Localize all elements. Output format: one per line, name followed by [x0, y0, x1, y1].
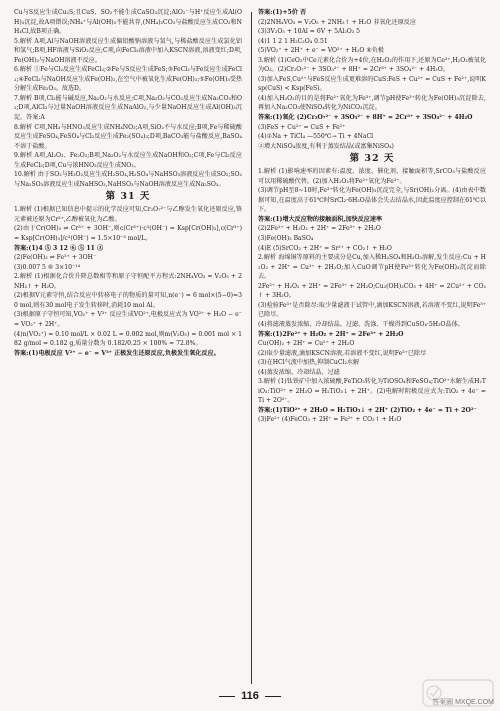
right-paragraph: (4)加入H₂O₂的目的是将Fe²⁺氧化为Fe³⁺,调节pH使Fe³⁺转化为Fe(OH)₃沉淀除去,再加入Na₂CO₃使NiSO₄转化为NiCO₃沉淀。: [258, 94, 486, 112]
day32-answer: 答案:(1)2Fe²⁺ + H₂O₂ + 2H⁺ = 2Fe³⁺ + 2H₂O: [258, 330, 404, 338]
day32-paragraph: (3)在HCl气流中加热,抑制CuCl₂水解: [258, 359, 360, 367]
left-paragraph: 5.解析 A项,Al与NaOH溶液反应生成偏铝酸钠溶液与氢气,与稀盐酸反应生成氯化铝和氢气;B项,HF溶液与SiO₂反应;C项,向FeCl₃溶液中加入KSCN溶液,溶液变红;D项,Fe(OH)₂与NaOH溶液不反应。: [14, 37, 242, 64]
left-paragraph: 7.解析 B项,Cl₂能与碱反应,Na₂O₂与水反应;C项,Na₂O₂与CO₂反应生成Na₂CO₃和O₂;D项,AlCl₃与过量NaOH溶液反应生成NaAlO₂,与少量NaOH反应生成Al(OH)₃沉淀。答案:A: [14, 94, 242, 122]
right-paragraph: (4)①Na + TiCl₄ —550℃→ Ti + 4NaCl: [258, 133, 374, 141]
right-paragraph: (2)2NH₄VO₃ = V₂O₅ + 2NH₃↑ + H₂O 非氧化还原反应: [258, 18, 416, 26]
day31-paragraph: 1.解析 (1)根据已知信息中提示的化学反应可知,Cr₂O₇²⁻与乙醇发生氧化还原反应,铬元素被还原为Cr³⁺,乙醇被氧化为乙酸。: [14, 206, 242, 223]
day32-paragraph: (4)E (5)SrCO₃ + 2H⁺ = Sr²⁺ + CO₂↑ + H₂O: [258, 244, 392, 252]
day32-paragraph: (2)取少量滤液,滴加KSCN溶液,若溶液不变红,说明Fe³⁺已除尽: [258, 349, 427, 357]
day31-paragraph: (2)由于Cr(OH)₃ ⇌ Cr³⁺ + 3OH⁻,则c(Cr³⁺)·c³(OH⁻) = Ksp[Cr(OH)₃],c(Cr³⁺) = Ksp[Cr(OH)₃]/c³(OH⁻) = 1.5×10⁻³ mol/L。: [14, 225, 242, 243]
right-paragraph: (3)FeS + Cu²⁺ = CuS + Fe²⁺: [258, 123, 346, 131]
day32-paragraph: (2)2Fe²⁺ + H₂O₂ + 2H⁺ = 2Fe³⁺ + 2H₂O: [258, 225, 381, 233]
day32-paragraph: Cu(OH)₂ + 2H⁺ = Cu²⁺ + 2H₂O: [258, 340, 355, 348]
day32-answer: 答案:(1)增大反应物的接触面积,加快反应速率: [258, 215, 383, 223]
day32-answer: 答案:(1)TiO²⁺ + 2H₂O = H₂TiO₃↓ + 2H⁺ (2)TiO₂ + 4e⁻ = Ti + 2O²⁻: [258, 406, 477, 414]
right-paragraph: 3.解析 (1)CeO₂中Ce元素化合价为+4价,在H₂O₂的作用下,还原为Ce³⁺,H₂O₂被氧化为O₂。(2)Cr₂O₇²⁻ + 3SO₃²⁻ + 8H⁺ = 2Cr³⁺ + 3SO₄²⁻ + 4H₂O。: [258, 56, 486, 74]
right-paragraph: (5)VO₂⁺ + 2H⁺ + e⁻ = VO²⁺ + H₂O ⑥负极: [258, 47, 385, 55]
day31-paragraph: (2)Fe(OH)₃ ⇌ Fe³⁺ + 3OH⁻: [14, 254, 97, 262]
left-paragraph: 8.解析 C项,NH₃与HNO₃反应生成NH₄NO₃;A项,SiO₂不与水反应;B项,Fe与稀硫酸反应生成FeSO₄,FeSO₄与Cl₂反应生成Fe₂(SO₄)₃;D项,BaCO₃能与盐酸反应,BaSO₄不溶于盐酸。: [14, 123, 242, 150]
day31-answer: 答案:(1)4 ⑤ 3 12 ⑥ ⑤ 11 ③: [14, 244, 104, 252]
day32-paragraph: (4)将滤液蒸发浓缩、冷却结晶、过滤、洗涤、干燥得到CuSO₄·5H₂O晶体。: [258, 320, 464, 328]
left-column: [14, 8, 242, 358]
right-paragraph: ②增大NiSO₄浓度,有利于蒸发结晶(或富集NiSO₄): [258, 142, 394, 150]
answer-page: [14, 8, 486, 688]
right-paragraph: (3)加入FeS,Cu²⁺与FeS反应生成更难溶的CuS:FeS + Cu²⁺ = CuS + Fe²⁺,说明Ksp(CuS) < Ksp(FeS)。: [258, 75, 486, 93]
right-column: [258, 8, 486, 425]
day31-answer: 答案:(1)电极反应 V²⁺ − e⁻ = V³⁺ 正极发生还原反应,负极发生氧化反应。: [14, 349, 220, 357]
day32-paragraph: (3)Fe²⁺ (4)FeCO₃ + 2H⁺ = Fe²⁺ + CO₂↑ + H₂O: [258, 416, 402, 424]
right-answer: 答案:(1)氧化 (2)Cr₂O₇²⁻ + 3SO₃²⁻ + 8H⁺ = 2Cr³⁺ + 3SO₄²⁻ + 4H₂O: [258, 114, 473, 122]
right-answer: 答案:(1)+5价 否: [258, 9, 307, 16]
day-31-heading: 第 31 天: [105, 191, 151, 203]
day31-paragraph: (2)根据V元素守恒,结合反应中转移电子的物质的量可知,n(e⁻) = 6 mol×(5−0)=30 mol,则有30 mol电子发生转移时,消耗10 mol Al。: [14, 292, 242, 309]
watermark-text: 答案圈 MXQE.COM: [432, 699, 494, 706]
day32-paragraph: 2.解析 海绵铜等原料的主要成分是Cu,加入稀H₂SO₄和H₂O₂溶解,发生反应:Cu + H₂O₂ + 2H⁺ = Cu²⁺ + 2H₂O;加入CuO调节pH使Fe³⁺转化为Fe(OH)₃沉淀而除去。: [258, 254, 486, 281]
right-paragraph: (4)1 1 2 1 H₂C₂O₄ 0.51: [258, 37, 328, 45]
day32-paragraph: 2Fe²⁺ + H₂O₂ + 2H⁺ = 2Fe³⁺ + 2H₂O;Cu₂(OH)₂CO₃ + 4H⁺ = 2Cu²⁺ + CO₂↑ + 3H₂O。: [258, 282, 486, 300]
day32-paragraph: (3)调节pH至8~10时,Fe³⁺转化为Fe(OH)₃沉淀完全,与Sr(OH)₂分离。(4)由表中数据可知,在温度高于61℃时SrCl₂·6H₂O晶体会失去结晶水,因此温度应控制在61℃以下。: [258, 187, 486, 214]
day32-paragraph: (3)检验Fe³⁺是否除尽:取少量滤液于试管中,滴加KSCN溶液,若溶液不变红,说明Fe³⁺已除尽。: [258, 301, 486, 319]
left-paragraph: 10.解析 由于SO₂与H₂O₂反应生成H₂SO₄,H₂SO₄与NaHSO₃溶液反应生成SO₂;SO₂与Na₂SO₃溶液反应生成NaHSO₃,NaHSO₃与NaOH溶液反应生成Na₂SO₃。: [14, 171, 242, 188]
day31-paragraph: (3)0.007 5 ⑥ 3×10⁻¹⁴: [14, 263, 81, 271]
day31-paragraph: (4)n(VO₂⁺) = 0.10 mol/L × 0.02 L = 0.002 mol,则m(V₂O₅) = 0.001 mol × 182 g/mol = 0.182 g,质量分数为 0.182/0.25 × 100% ≈ 72.8%。: [14, 330, 242, 348]
right-paragraph: (3)3V₂O₅ + 10Al = 6V + 5Al₂O₃ 5: [258, 28, 361, 36]
day32-paragraph: (4)蒸发浓缩、冷却结晶、过滤: [258, 368, 340, 376]
left-paragraph: Cu与S反应生成Cu₂S;且CuS、SO₂不能生成CaSO₃沉淀;AlO₂⁻与H⁺反应生成Al(OH)₃沉淀,故A项错误;NH₄⁺与Al(OH)₃不能共存,(NH₄)₂CO₃与盐酸反应生成CO₂和NH₄Cl,故B项正确。: [14, 9, 242, 36]
dash-right: [265, 696, 281, 697]
page-number-text: 116: [241, 690, 259, 702]
day32-paragraph: 3.解析 (1)钛铁矿中加入浓硫酸,FeTiO₃转化为TiOSO₄和FeSO₄;TiO²⁺水解生成H₂TiO₃:TiO²⁺ + 2H₂O = H₂TiO₃↓ + 2H⁺。(2)电解时阴极反应式为:TiO₂ + 4e⁻ = Ti + 2O²⁻。: [258, 378, 486, 405]
day31-paragraph: (3)根据原子守恒可知,VO₂⁺ + V³⁺ 反应生成VO²⁺,电极反应式为 VO²⁺ + H₂O − e⁻ = VO₂⁺ + 2H⁺。: [14, 311, 242, 328]
day31-paragraph: 2.解析 (1)根据化合价升降总数相等和原子守恒配平方程式:2NH₄VO₃ = V₂O₅ + 2NH₃↑ + H₂O。: [14, 273, 242, 290]
day32-paragraph: (3)Fe(OH)₃ BaSO₄: [258, 235, 314, 243]
column-divider: [251, 12, 252, 684]
day32-paragraph: 1.解析 (1)影响速率的因素有:温度、浓度、催化剂、接触面积等,SrCO₃与盐酸反应可以用稀硫酸代替。(2)加入H₂O₂将Fe²⁺氧化为Fe³⁺。: [258, 168, 486, 185]
dash-left: [219, 696, 235, 697]
left-paragraph: 9.解析 A项,Al₂O₃、Fe₂O₃;B项,Na₂O₂与水反应生成NaOH和O₂;C项,Fe与Cl₂反应生成FeCl₃;D项,Cu与浓HNO₃反应生成NO₂。: [14, 152, 242, 169]
left-paragraph: 6.解析 ①Fe与Cl₂反应生成FeCl₃;②Fe与S反应生成FeS;③FeCl₃与Fe反应生成FeCl₂;④FeCl₂与NaOH反应生成Fe(OH)₂,在空气中被氧化生成Fe(OH)₃;⑤Fe(OH)₃受热分解生成Fe₂O₃。故选D。: [14, 66, 242, 93]
day-32-heading: 第 32 天: [349, 153, 395, 165]
